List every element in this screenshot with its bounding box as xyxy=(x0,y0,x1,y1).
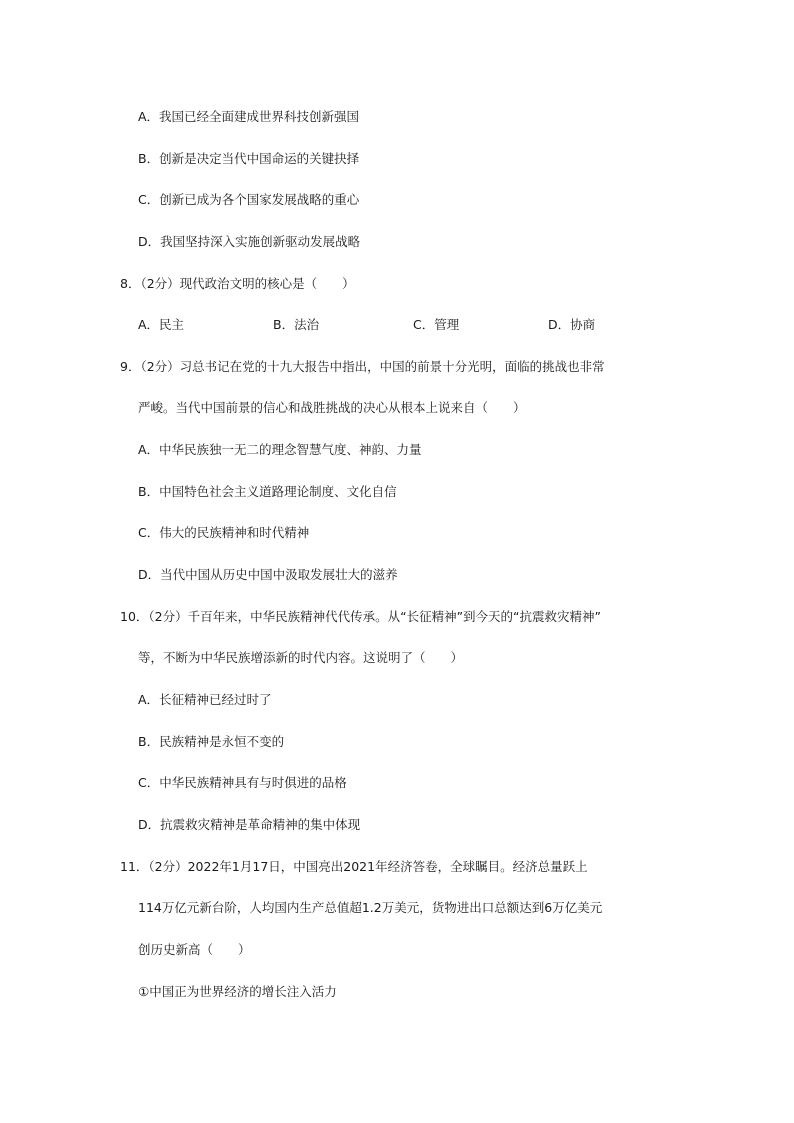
q10-option-a: A．长征精神已经过时了 xyxy=(138,692,272,707)
q10-stem-line1: 10．（2分）千百年来，中华民族精神代代传承。从“长征精神”到今天的“抗震救灾精神” xyxy=(120,609,602,624)
q10-option-b: B．民族精神是永恒不变的 xyxy=(138,734,285,749)
q8-options-row xyxy=(0,317,794,333)
q9-option-c: C．伟大的民族精神和时代精神 xyxy=(138,525,310,540)
q8-option-c: C．管理 xyxy=(413,317,460,332)
q11-stem-line3: 创历史新高（ ） xyxy=(138,942,251,957)
q7-option-b: B．创新是决定当代中国命运的关键抉择 xyxy=(138,151,360,166)
q7-option-a: A．我国已经全面建成世界科技创新强国 xyxy=(138,109,360,124)
q8-option-b: B．法治 xyxy=(273,317,320,332)
q10-stem-line2: 等，不断为中华民族增添新的时代内容。这说明了（ ） xyxy=(138,650,464,665)
q8-option-a: A．民主 xyxy=(138,317,185,332)
q8-stem: 8．（2分）现代政治文明的核心是（ ） xyxy=(120,276,355,291)
q9-option-a: A．中华民族独一无二的理念智慧气度、神韵、力量 xyxy=(138,442,422,457)
q9-option-b: B．中国特色社会主义道路理论制度、文化自信 xyxy=(138,484,397,499)
q10-option-c: C．中华民族精神具有与时俱进的品格 xyxy=(138,775,347,790)
q11-stem-line1: 11．（2分）2022年1月17日，中国亮出2021年经济答卷，全球瞩目。经济总量跃上 xyxy=(120,859,588,874)
q8-option-d: D．协商 xyxy=(548,317,596,332)
q10-option-d: D．抗震救灾精神是革命精神的集中体现 xyxy=(138,817,361,832)
q11-statement-1: ①中国正为世界经济的增长注入活力 xyxy=(138,984,337,999)
q9-stem-line1: 9．（2分）习总书记在党的十九大报告中指出，中国的前景十分光明，面临的挑战也非常 xyxy=(120,359,605,374)
q9-option-d: D．当代中国从历史中国中汲取发展壮大的滋养 xyxy=(138,567,398,582)
q9-stem-line2: 严峻。当代中国前景的信心和战胜挑战的决心从根本上说来自（ ） xyxy=(138,400,526,415)
q7-option-d: D．我国坚持深入实施创新驱动发展战略 xyxy=(138,234,361,249)
q11-stem-line2: 114万亿元新台阶，人均国内生产总值超1.2万美元，货物进出口总额达到6万亿美元 xyxy=(138,900,603,915)
q7-option-c: C．创新已成为各个国家发展战略的重心 xyxy=(138,192,360,207)
